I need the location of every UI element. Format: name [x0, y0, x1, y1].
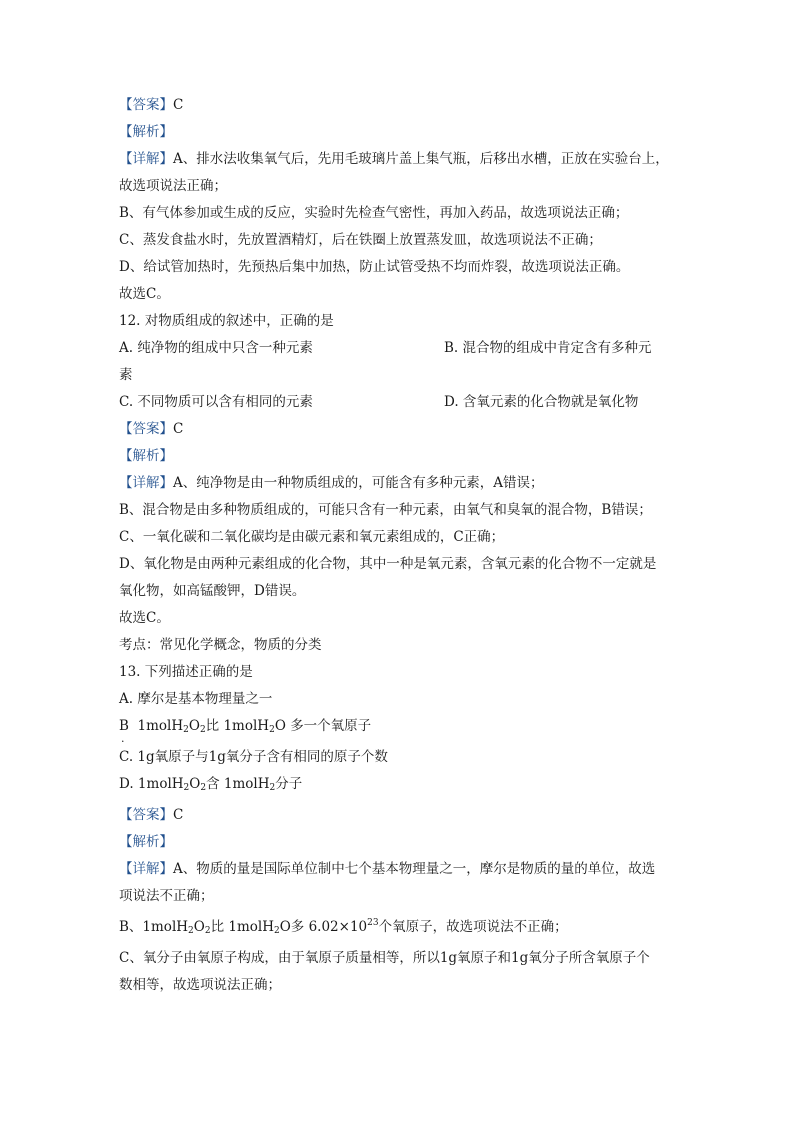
answer-value: C: [173, 421, 184, 437]
subscript: 2: [273, 926, 280, 936]
option-b-letter: B: [119, 718, 129, 734]
detail-text: 项说法不正确；: [119, 888, 214, 904]
answer-line: [119, 416, 679, 443]
formula-text: B、1molH: [119, 919, 189, 935]
answer-tag: 【答案】: [119, 421, 173, 437]
detail-line: [119, 146, 679, 173]
superscript: 23: [367, 918, 379, 928]
formula-text: 个氧原子，故选项说法不正确；: [378, 919, 568, 935]
option-a: A. 摩尔是基本物理量之一: [119, 691, 273, 707]
option-c: C. 1g氧原子与1g氧分子含有相同的原子个数: [119, 749, 388, 765]
formula-text: O: [193, 919, 205, 935]
subscript: 2: [204, 926, 211, 936]
option-c: C. 不同物质可以含有相同的元素: [119, 394, 313, 410]
subscript: 2: [183, 725, 189, 735]
answer-line: [119, 92, 679, 119]
subscript: 2: [188, 926, 194, 936]
detail-text: C、氧分子由氧原子构成，由于氧原子质量相等，所以1g氧原子和1g氧分子所含氧原子个: [119, 950, 650, 966]
question-stem: 13. 下列描述正确的是: [119, 664, 253, 680]
detail-tag: 【详解】: [119, 861, 173, 877]
answer-value: C: [173, 807, 184, 823]
subscript: 2: [269, 783, 276, 793]
subscript: 2: [199, 725, 206, 735]
detail-text: A、纯净物是由一种物质组成的，可能含有多种元素，A错误；: [173, 475, 544, 491]
formula-text: 1molH: [137, 718, 184, 734]
question-stem: 12. 对物质组成的叙述中，正确的是: [119, 313, 334, 329]
options-row: [119, 389, 679, 416]
detail-tag: 【详解】: [119, 475, 173, 491]
option-d: [119, 771, 679, 802]
detail-text: B、有气体参加或生成的反应，实验时先检查气密性，再加入药品，故选项说法正确；: [119, 205, 629, 221]
answer-tag: 【答案】: [119, 97, 173, 113]
conclusion: 故选C。: [119, 610, 170, 626]
answer-tag: 【答案】: [119, 807, 173, 823]
document-page: [119, 92, 679, 999]
formula-text: 1molH: [223, 718, 270, 734]
conclusion: 故选C。: [119, 286, 170, 302]
formula-text: O多 6.02×10: [279, 919, 368, 935]
detail-text: A、排水法收集氧气后，先用毛玻璃片盖上集气瓶，后移出水槽，正放在实验台上，: [173, 151, 669, 167]
analysis-tag: 【解析】: [119, 834, 173, 850]
option-b: B. 混合物的组成中肯定含有多种元: [444, 340, 652, 356]
detail-text: B、混合物是由多种物质组成的，可能只含有一种元素，由氧气和臭氧的混合物，B错误；: [119, 502, 652, 518]
formula-text: 多一个氧原子: [290, 718, 372, 734]
detail-text: D、氧化物是由两种元素组成的化合物，其中一种是氧元素，含氧元素的化合物不一定就是: [119, 556, 657, 572]
kaodian: 考点：常见化学概念，物质的分类: [119, 637, 322, 653]
formula-text: D. 1molH: [119, 776, 184, 792]
detail-text: C、蒸发食盐水时，先放置酒精灯，后在铁圈上放置蒸发皿，故选项说法不正确；: [119, 232, 602, 248]
formula-text: 比 1molH: [210, 919, 274, 935]
analysis-tag: 【解析】: [119, 124, 173, 140]
detail-text: 故选项说法正确；: [119, 178, 227, 194]
detail-line: [119, 910, 679, 945]
detail-text: 氧化物，如高锰酸钾，D错误。: [119, 583, 306, 599]
subscript: 2: [183, 783, 190, 793]
option-d: D. 含氧元素的化合物就是氧化物: [444, 394, 639, 410]
formula-text: 含 1molH: [206, 776, 270, 792]
subscript: 2: [269, 725, 275, 735]
option-b-wrap: 素: [119, 367, 133, 383]
option-a: A. 纯净物的组成中只含一种元素: [119, 340, 313, 356]
formula-text: O: [188, 718, 200, 734]
detail-text: C、一氧化碳和二氧化碳均是由碳元素和氧元素组成的，C正确；: [119, 529, 505, 545]
formula-text: O: [274, 718, 286, 734]
answer-value: C: [173, 97, 184, 113]
answer-line: [119, 802, 679, 829]
detail-line: [119, 470, 679, 497]
detail-text: D、给试管加热时，先预热后集中加热，防止试管受热不均而炸裂，故选项说法正确。: [119, 259, 630, 275]
analysis-tag: 【解析】: [119, 448, 173, 464]
detail-text: A、物质的量是国际单位制中七个基本物理量之一，摩尔是物质的量的单位，故选: [173, 861, 656, 877]
formula-text: 比: [205, 718, 220, 734]
formula-text: O: [189, 776, 201, 792]
detail-tag: 【详解】: [119, 151, 173, 167]
options-row: [119, 335, 679, 362]
detail-line: [119, 856, 679, 883]
option-b-dot: .: [121, 732, 125, 745]
option-b: [119, 713, 679, 744]
formula-text: 分子: [275, 776, 303, 792]
subscript: 2: [200, 783, 207, 793]
detail-text: 数相等，故选项说法正确；: [119, 977, 281, 993]
